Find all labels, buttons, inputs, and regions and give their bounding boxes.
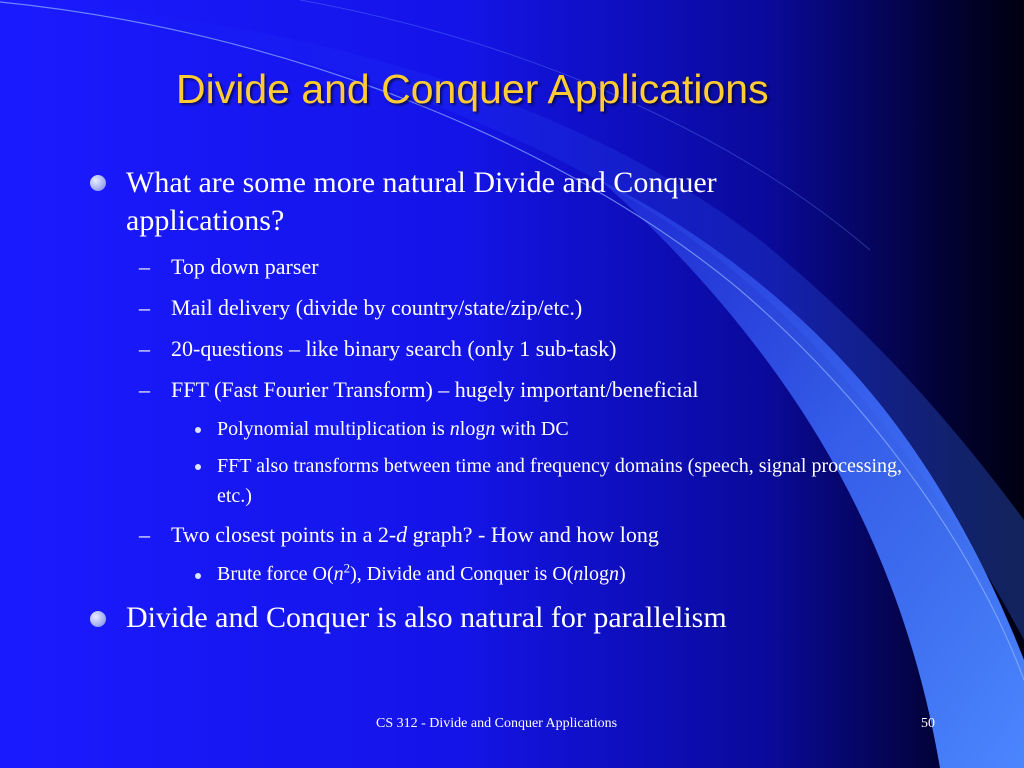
bullet-dot bbox=[90, 175, 106, 191]
bullet-dot bbox=[90, 611, 106, 627]
closest-d: d bbox=[396, 522, 408, 547]
sub-bullet-fft: FFT (Fast Fourier Transform) – hugely important/beneficial bbox=[171, 377, 699, 402]
slide-title: Divide and Conquer Applications bbox=[176, 66, 769, 112]
bullet-dot-small bbox=[195, 427, 201, 433]
bullet-main-question bbox=[126, 164, 846, 240]
poly-n2: n bbox=[485, 418, 496, 440]
brute-prefix: Brute force O( bbox=[217, 563, 334, 585]
page-number: 50 bbox=[921, 716, 935, 731]
poly-suffix: with DC bbox=[495, 418, 569, 440]
sub-bullet-20-questions: 20-questions – like binary search (only 1 sub-task) bbox=[171, 336, 617, 361]
brute-exponent: 2 bbox=[343, 560, 351, 576]
sub-bullet-mail: Mail delivery (divide by country/state/zip/etc.) bbox=[171, 295, 583, 320]
brute-n2: n bbox=[573, 563, 584, 585]
poly-prefix: Polynomial multiplication is bbox=[217, 418, 450, 440]
dash-marker: – bbox=[139, 254, 150, 279]
closest-suffix: graph? - How and how long bbox=[407, 522, 659, 547]
brute-n3: n bbox=[608, 563, 619, 585]
bullet-dot-small bbox=[195, 573, 201, 579]
sub-sub-bullet-brute-force bbox=[217, 559, 626, 589]
sub-sub-bullet-polynomial bbox=[217, 414, 569, 444]
brute-log: log bbox=[583, 563, 609, 585]
dash-marker: – bbox=[139, 377, 150, 402]
poly-n1: n bbox=[449, 418, 460, 440]
closest-prefix: Two closest points in a 2- bbox=[171, 522, 397, 547]
dash-marker: – bbox=[139, 336, 150, 361]
brute-mid: ), Divide and Conquer is O( bbox=[350, 563, 574, 585]
sub-bullet-top-down: Top down parser bbox=[171, 254, 319, 279]
brute-n: n bbox=[333, 563, 344, 585]
sub-sub-bullet-fft-transform: FFT also transforms between time and frequency domains (speech, signal processing, etc.) bbox=[217, 455, 903, 507]
sub-bullet-closest-points bbox=[171, 522, 659, 548]
dash-marker: – bbox=[139, 522, 150, 547]
poly-log: log bbox=[459, 418, 486, 440]
brute-end: ) bbox=[618, 563, 626, 585]
footer-text: CS 312 - Divide and Conquer Applications bbox=[376, 716, 618, 731]
dash-marker: – bbox=[139, 295, 150, 320]
bullet-dot-small bbox=[195, 464, 201, 470]
bullet-main-question-text: What are some more natural Divide and Conquer applications? bbox=[126, 166, 717, 237]
bullet-parallelism: Divide and Conquer is also natural for parallelism bbox=[126, 601, 727, 634]
